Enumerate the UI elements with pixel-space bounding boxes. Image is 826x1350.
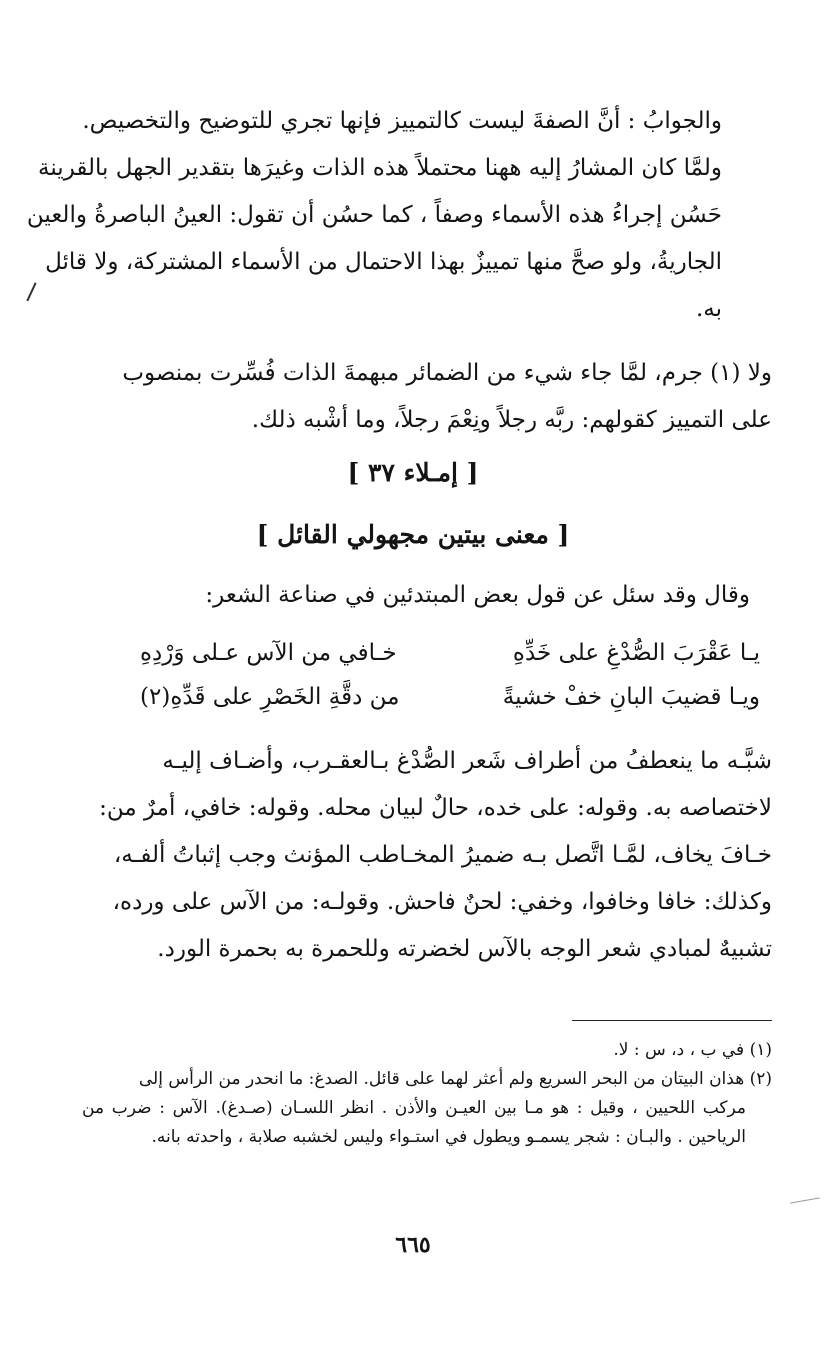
verse-second-hemistich: من دقَّةِ الخَصْرِ على قَدِّهِ(٢)	[140, 684, 400, 710]
page-number: ٦٦٥	[395, 1232, 431, 1258]
text-line: خـافَ يخاف، لمَّـا اتَّصل بـه ضميرُ المخـاطب المؤنث وجب إثباتُ ألفـه،	[113, 842, 772, 868]
text-line: شبَّـه ما ينعطفُ من أطراف شَعر الصُّدْغ بـالعقـرب، وأضـاف إليـه	[162, 748, 772, 774]
footnote-divider	[572, 1020, 772, 1021]
section-heading-imla: [ إمـلاء ٣٧ ]	[347, 458, 479, 487]
verse-first-hemistich: يـا عَقْرَبَ الصُّدْغِ على خَدِّهِ	[512, 640, 760, 666]
text-line: ولمَّا كان المشارُ إليه ههنا محتملاً هذه الذات وغيرَها بتقدير الجهل بالقرينة	[38, 155, 722, 181]
footnotes	[82, 1036, 772, 1152]
text-line: وكذلك: خافا وخافوا، وخفي: لحنٌ فاحش. وقولـه: من الآس على ورده،	[112, 889, 772, 915]
poem-verse-2	[140, 684, 760, 710]
section-subheading: [ معنى بيتين مجهولي القائل ]	[256, 520, 570, 549]
footnote-1: (١) في ب ، د، س : لا.	[613, 1040, 772, 1060]
margin-stray-mark	[790, 1197, 820, 1203]
text-line: به.	[695, 296, 722, 322]
text-line: على التمييز كقولهم: ربَّه رجلاً ونِعْمَ رجلاً، وما أشْبه ذلك.	[251, 407, 772, 433]
footnote-2-first-line: (٢) هذان البيتان من البحر السريع ولم أعثر لهما على قائل. الصدغ: ما انحدر من الرأس إلى	[138, 1069, 772, 1089]
intro-line: وقال وقد سئل عن قول بعض المبتدئين في صناعة الشعر:	[205, 582, 750, 608]
text-line: لاختصاصه به. وقوله: على خده، حالٌ لبيان محله. وقوله: خافي، أمرٌ من:	[99, 795, 772, 821]
text-line: والجوابُ : أنَّ الصفةَ ليست كالتمييز فإنها تجري للتوضيح والتخصيص.	[82, 108, 722, 134]
paragraph-commentary	[82, 738, 772, 973]
margin-pen-mark	[26, 282, 45, 305]
poem-verse-1	[140, 640, 760, 666]
verse-first-hemistich: ويـا قضيبَ البانِ خفْ خشيةً	[502, 684, 760, 710]
text-line: حَسُن إجراءُ هذه الأسماء وصفاً ، كما حسُن أن تقول: العينُ الباصرةُ والعين	[26, 202, 722, 228]
paragraph-answer	[26, 98, 722, 333]
footnote-2-continuation: مركب اللحيين ، وقيل : هو مـا بين العيـن والأذن . انظر اللسـان (صـدغ). الآس : ضرب من الرياحين . والبـان : شجر يسمـو ويطول في استـواء وليس لخشبه صلابة ، واحدته بانه.	[82, 1098, 746, 1147]
verse-second-hemistich: خـافي من الآس عـلى وَرْدِهِ	[140, 640, 397, 666]
text-line: الجاريةُ، ولو صحَّ منها تمييزٌ بهذا الاحتمال من الأسماء المشتركة، ولا قائل	[45, 249, 722, 275]
paragraph-pronouns	[82, 350, 772, 444]
text-line: ولا (١) جرم، لمَّا جاء شيء من الضمائر مبهمةَ الذات فُسِّرت بمنصوب	[122, 360, 772, 386]
text-line: تشبيهٌ لمبادي شعر الوجه بالآس لخضرته وللحمرة به بحمرة الورد.	[157, 936, 772, 962]
